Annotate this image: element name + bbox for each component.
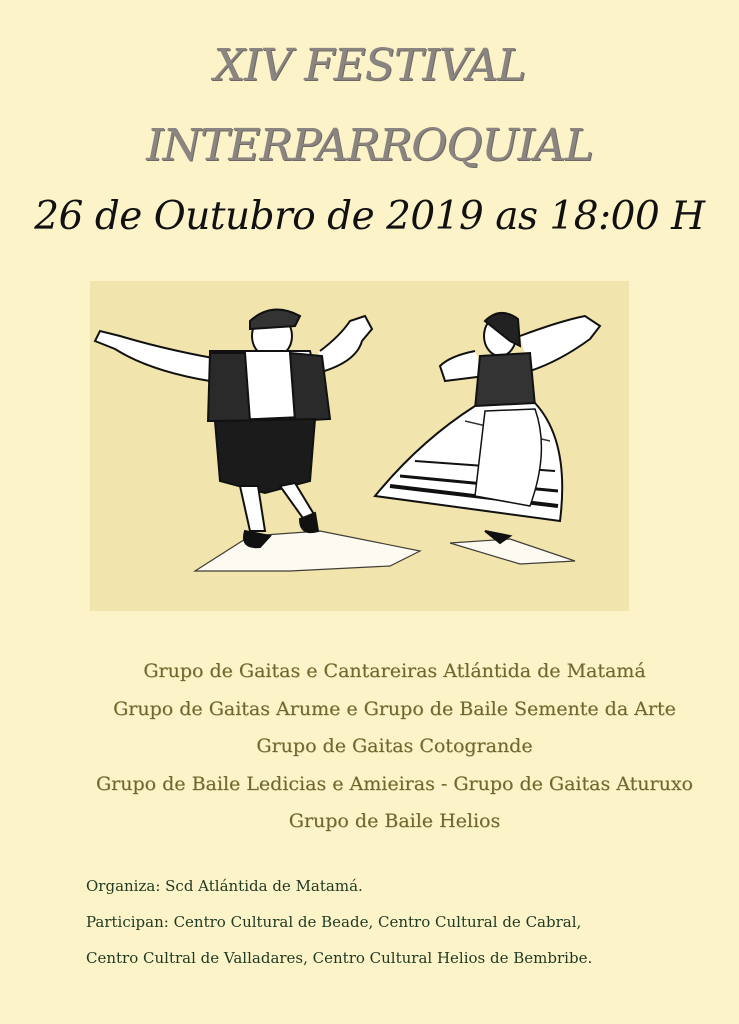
event-date: 26 de Outubro de 2019 as 18:00 H bbox=[34, 194, 705, 239]
female-dancer-figure bbox=[375, 313, 600, 543]
group-line: Grupo de Gaitas e Cantareiras Atlántida de Matamá bbox=[143, 660, 646, 682]
group-line: Grupo de Gaitas Cotogrande bbox=[256, 735, 533, 757]
group-line: Grupo de Baile Ledicias e Amieiras - Grupo de Gaitas Aturuxo bbox=[96, 772, 693, 795]
participating-groups-list bbox=[0, 656, 739, 844]
dancing-couple-illustration bbox=[90, 281, 629, 611]
participants-line-1: Participan: Centro Cultural de Beade, Centro Cultural de Cabral, bbox=[86, 913, 582, 931]
event-info-block bbox=[86, 874, 592, 982]
organizer-line: Organiza: Scd Atlántida de Matamá. bbox=[86, 877, 363, 895]
participants-line-2: Centro Cultral de Valladares, Centro Cultural Helios de Bembribe. bbox=[86, 949, 593, 967]
male-dancer-figure bbox=[95, 310, 372, 548]
group-line: Grupo de Baile Helios bbox=[288, 810, 501, 832]
festival-title-line-1: XIV FESTIVAL bbox=[213, 40, 526, 91]
festival-title-line-2: INTERPARROQUIAL bbox=[146, 120, 593, 171]
group-line: Grupo de Gaitas Arume e Grupo de Baile Semente da Arte bbox=[113, 697, 676, 720]
